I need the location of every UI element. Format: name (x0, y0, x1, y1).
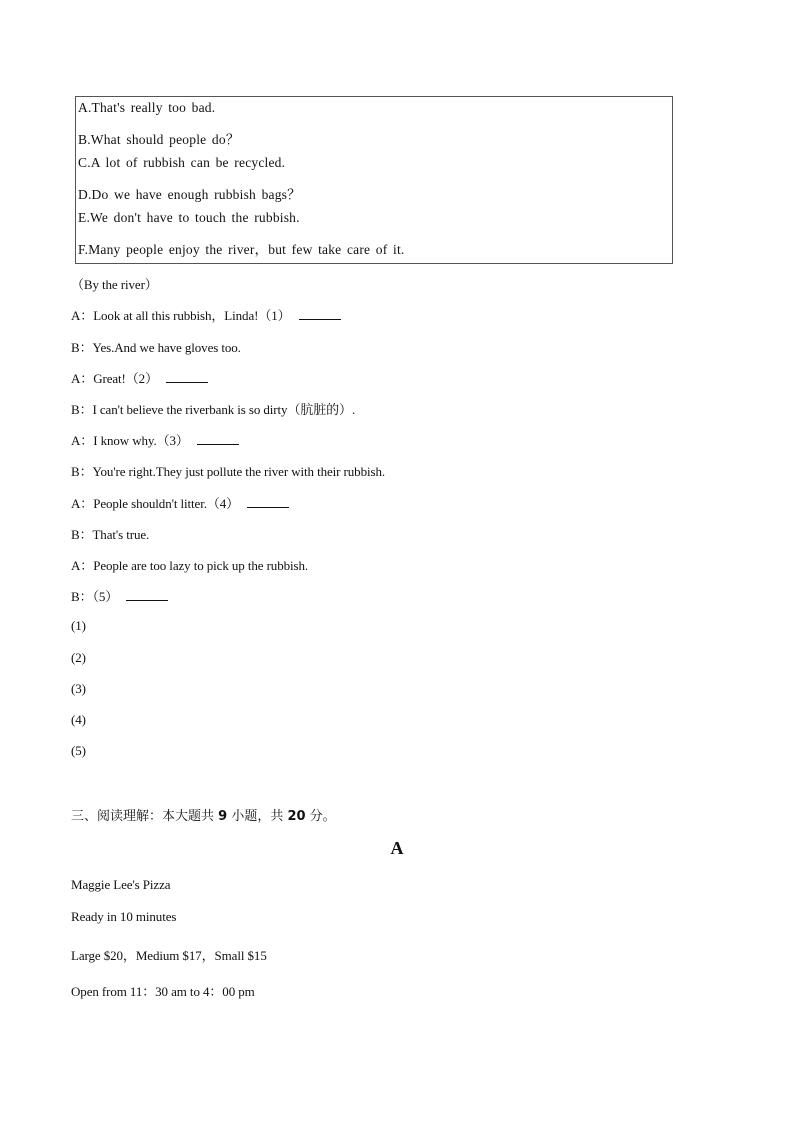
dialogue-text: A：Look at all this rubbish，Linda!（1） (71, 308, 291, 323)
section-suffix: 分。 (305, 809, 336, 824)
answer-number-3: (3) (71, 681, 86, 696)
dialogue-line (71, 524, 149, 543)
option-e: E.We don't have to touch the rubbish. (78, 210, 300, 225)
answer-number-4: (4) (71, 712, 86, 727)
passage-title: A (390, 838, 404, 858)
dialogue-setting: （By the river） (71, 277, 158, 292)
dialogue-text: B：Yes.And we have gloves too. (71, 340, 241, 355)
answer-blank (166, 372, 208, 383)
answer-number-5: (5) (71, 743, 86, 758)
dialogue-text: B：（5） (71, 589, 119, 604)
dialogue-line (71, 337, 241, 356)
question-count: 9 (218, 809, 228, 824)
answer-blank (126, 590, 168, 601)
dialogue-text: A：People shouldn't litter.（4） (71, 496, 240, 511)
answer-number-1: (1) (71, 618, 86, 633)
dialogue-line (71, 430, 239, 449)
option-b: B.What should people do？ (78, 132, 240, 147)
section-heading (71, 805, 336, 824)
options-box (75, 96, 673, 264)
option-f: F.Many people enjoy the river，but few take care of it. (78, 242, 405, 257)
dialogue-text: B：You're right.They just pollute the river with their rubbish. (71, 464, 386, 479)
dialogue-line (71, 305, 341, 324)
dialogue-text: A：I know why.（3） (71, 433, 189, 448)
dialogue-text: B：I can't believe the riverbank is so dirty（肮脏的）. (71, 402, 356, 417)
dialogue-line (71, 461, 385, 480)
option-d: D.Do we have enough rubbish bags？ (78, 187, 301, 202)
passage-line: Maggie Lee's Pizza (71, 877, 171, 892)
dialogue-line (71, 586, 168, 605)
section-prefix: 三、阅读理解：本大题共 (71, 809, 219, 824)
dialogue-text: A：Great!（2） (71, 371, 158, 386)
answer-blank (197, 434, 239, 445)
option-c: C.A lot of rubbish can be recycled. (78, 155, 286, 170)
dialogue-text: A：People are too lazy to pick up the rubbish. (71, 558, 309, 573)
total-score: 20 (287, 809, 306, 824)
dialogue-line (71, 493, 289, 512)
answer-number-2: (2) (71, 650, 86, 665)
answer-blank (247, 497, 289, 508)
passage-line: Large $20，Medium $17，Small $15 (71, 948, 267, 963)
option-a: A.That's really too bad. (78, 100, 216, 115)
passage-line: Open from 11：30 am to 4：00 pm (71, 984, 255, 999)
answer-blank (299, 309, 341, 320)
dialogue-line (71, 368, 208, 387)
passage-line: Ready in 10 minutes (71, 909, 177, 924)
dialogue-line (71, 399, 355, 418)
dialogue-line (71, 555, 308, 574)
section-middle: 小题，共 (227, 809, 288, 824)
dialogue-text: B：That's true. (71, 527, 150, 542)
